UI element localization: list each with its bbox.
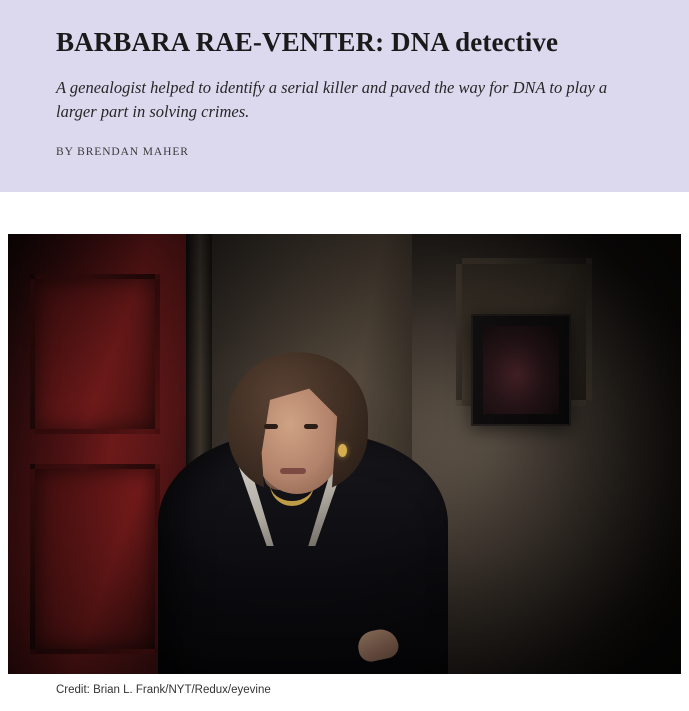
article-header	[0, 0, 689, 192]
page-title: BARBARA RAE-VENTER: DNA detective	[56, 27, 559, 57]
portrait-photo	[8, 234, 681, 674]
photo-vignette	[8, 234, 681, 674]
article-byline: BY BRENDAN MAHER	[56, 146, 189, 159]
article-body	[0, 234, 689, 698]
figure-caption: Credit: Brian L. Frank/NYT/Redux/eyevine	[56, 684, 271, 697]
article-standfirst: A genealogist helped to identify a serial killer and paved the way for DNA to play a larger part in solving crimes.	[56, 78, 608, 122]
article-figure	[0, 234, 689, 698]
